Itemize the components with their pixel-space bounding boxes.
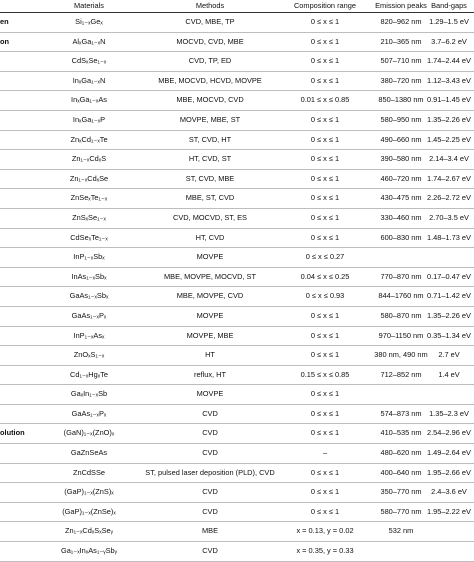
- category-cell: on: [0, 36, 10, 46]
- table-row: [0, 346, 474, 366]
- band-gap-cell: 2.54–2.96 eV: [427, 428, 471, 438]
- band-gap-cell: 0.17–0.47 eV: [427, 271, 471, 281]
- band-gap-cell: 2.26–2.72 eV: [427, 193, 471, 203]
- methods-cell: CVD: [202, 487, 218, 497]
- material-cell: GaAs₁₋ₓPₓ: [71, 310, 107, 320]
- composition-cell: 0 ≤ x ≤ 0.27: [305, 252, 345, 262]
- methods-cell: HT, CVD, ST: [188, 154, 232, 164]
- methods-cell: MBE, MOCVD, HCVD, MOVPE: [158, 75, 262, 85]
- category-cell: olution: [0, 428, 25, 438]
- category-cell: en: [0, 17, 9, 26]
- composition-cell: –: [322, 448, 328, 458]
- header-methods: Methods: [195, 1, 225, 10]
- table-row: [0, 209, 474, 229]
- composition-cell: 0 ≤ x ≤ 1: [310, 310, 340, 320]
- material-cell: Cd₁₋ₓHgₓTe: [70, 369, 108, 379]
- emission-cell: 580–950 nm: [380, 114, 422, 124]
- table-row: [0, 13, 474, 33]
- header-emission-peaks: Emission peaks: [375, 1, 427, 10]
- emission-cell: 460–720 nm: [380, 173, 422, 183]
- composition-cell: 0 ≤ x ≤ 0.93: [305, 291, 345, 301]
- table-row: [0, 170, 474, 190]
- methods-cell: CVD: [202, 408, 218, 418]
- composition-cell: 0.01 ≤ x ≤ 0.85: [300, 95, 350, 105]
- header-materials: Materials: [74, 1, 104, 10]
- table-row: [0, 424, 474, 444]
- emission-cell: 350–770 nm: [380, 487, 422, 497]
- emission-cell: 480–620 nm: [380, 448, 422, 458]
- composition-cell: 0 ≤ x ≤ 1: [310, 330, 340, 340]
- methods-cell: MBE: [201, 526, 218, 536]
- table-row: [0, 91, 474, 111]
- band-gap-cell: 1.48–1.73 eV: [427, 232, 471, 242]
- table-row: [0, 542, 474, 562]
- material-cell: (GaP)₁₋ₓ(ZnSe)ₓ: [62, 506, 116, 516]
- table-row: [0, 229, 474, 249]
- emission-cell: 844–1760 nm: [378, 291, 424, 301]
- header-composition-range: Composition range: [293, 1, 357, 10]
- methods-cell: CVD, MOCVD, ST, ES: [173, 212, 247, 222]
- band-gap-cell: 0.71–1.42 eV: [427, 291, 471, 301]
- composition-cell: 0 ≤ x ≤ 1: [310, 17, 340, 26]
- emission-cell: 410–535 nm: [380, 428, 422, 438]
- band-gap-cell: 1.35–2.3 eV: [429, 408, 469, 418]
- methods-cell: CVD: [202, 448, 218, 458]
- composition-cell: 0 ≤ x ≤ 1: [310, 36, 340, 46]
- material-cell: GaZnSeAs: [70, 448, 108, 458]
- band-gap-cell: 1.74–2.67 eV: [427, 173, 471, 183]
- methods-cell: MOVPE, MBE, ST: [179, 114, 241, 124]
- table-row: [0, 111, 474, 131]
- composition-cell: 0 ≤ x ≤ 1: [310, 154, 340, 164]
- emission-cell: 430–475 nm: [380, 193, 422, 203]
- band-gap-cell: 1.95–2.66 eV: [427, 467, 471, 477]
- material-cell: ZnSeₓTe₁₋ₓ: [70, 193, 108, 203]
- material-cell: InₓGa₁₋ₓP: [72, 114, 106, 124]
- header-band-gaps: Band-gaps: [431, 1, 467, 10]
- table-row: [0, 405, 474, 425]
- methods-cell: CVD, TP, ED: [188, 56, 232, 66]
- band-gap-cell: 0.35–1.34 eV: [427, 330, 471, 340]
- table-row: [0, 366, 474, 386]
- emission-cell: 970–1150 nm: [378, 330, 424, 340]
- table-row: [0, 150, 474, 170]
- methods-cell: MBE, ST, CVD: [185, 193, 235, 203]
- material-cell: ZnSₓSe₁₋ₓ: [72, 212, 106, 222]
- material-cell: (GaP)₁₋ₓ(ZnS)ₓ: [64, 487, 114, 497]
- emission-cell: 580–870 nm: [380, 310, 422, 320]
- composition-cell: 0 ≤ x ≤ 1: [310, 75, 340, 85]
- material-cell: InAs₁₋ₓSbₓ: [71, 271, 107, 281]
- table-row: [0, 464, 474, 484]
- composition-cell: 0.15 ≤ x ≤ 0.85: [300, 369, 350, 379]
- table-row: [0, 52, 474, 72]
- band-gap-cell: 1.29–1.5 eV: [429, 17, 469, 26]
- methods-cell: ST, pulsed laser deposition (PLD), CVD: [145, 467, 275, 477]
- material-cell: AlₓGa₁₋ₓN: [72, 36, 106, 46]
- composition-cell: 0 ≤ x ≤ 1: [310, 134, 340, 144]
- table-row: [0, 33, 474, 53]
- material-cell: (GaN)₁₋ₓ(ZnO)ₓ: [63, 428, 115, 438]
- composition-cell: 0 ≤ x ≤ 1: [310, 232, 340, 242]
- material-cell: ZnOₓS₁₋ₓ: [73, 350, 105, 360]
- methods-cell: HT: [205, 350, 215, 360]
- table-row: [0, 307, 474, 327]
- composition-cell: 0.04 ≤ x ≤ 0.25: [300, 271, 350, 281]
- material-cell: GaAs₁₋ₓSbₓ: [69, 291, 109, 301]
- emission-cell: 770–870 nm: [380, 271, 422, 281]
- band-gap-cell: 1.95–2.22 eV: [427, 506, 471, 516]
- band-gap-cell: 1.4 eV: [438, 369, 460, 379]
- table-row: [0, 268, 474, 288]
- band-gap-cell: 1.45–2.25 eV: [427, 134, 471, 144]
- composition-cell: x = 0.13, y = 0.02: [296, 526, 354, 536]
- band-gap-cell: 1.12–3.43 eV: [427, 75, 471, 85]
- methods-cell: CVD: [202, 506, 218, 516]
- emission-cell: 380 nm, 490 nm: [374, 350, 428, 360]
- methods-cell: ST, CVD, MBE: [185, 173, 235, 183]
- methods-cell: CVD: [202, 546, 218, 556]
- emission-cell: 600–830 nm: [380, 232, 422, 242]
- material-cell: CdSeₓTe₁₋ₓ: [70, 232, 108, 242]
- band-gap-cell: 2.4–3.6 eV: [431, 487, 467, 497]
- material-cell: InP₁₋ₓAsₓ: [73, 330, 105, 340]
- methods-cell: reflux, HT: [193, 369, 227, 379]
- methods-cell: MOVPE: [196, 389, 224, 399]
- table-header-row: [0, 0, 474, 13]
- table-row: [0, 72, 474, 92]
- methods-cell: MBE, MOVPE, MOCVD, ST: [164, 271, 256, 281]
- composition-cell: 0 ≤ x ≤ 1: [310, 428, 340, 438]
- material-cell: ZnₓCd₁₋ₓTe: [70, 134, 108, 144]
- band-gap-cell: 2.14–3.4 eV: [429, 154, 469, 164]
- emission-cell: 330–460 nm: [380, 212, 422, 222]
- methods-cell: MOVPE: [196, 252, 224, 262]
- methods-cell: MOVPE, MBE: [186, 330, 234, 340]
- emission-cell: 574–873 nm: [380, 408, 422, 418]
- composition-cell: 0 ≤ x ≤ 1: [310, 114, 340, 124]
- methods-cell: ST, CVD, HT: [188, 134, 232, 144]
- material-cell: ZnCdSSe: [72, 467, 106, 477]
- material-cell: InₓGa₁₋ₓN: [72, 75, 106, 85]
- composition-cell: 0 ≤ x ≤ 1: [310, 193, 340, 203]
- band-gap-cell: 1.35–2.26 eV: [427, 310, 471, 320]
- methods-cell: CVD: [202, 428, 218, 438]
- emission-cell: 390–580 nm: [380, 154, 422, 164]
- table-row: [0, 248, 474, 268]
- methods-cell: MBE, MOVPE, CVD: [176, 291, 244, 301]
- emission-cell: 400–640 nm: [380, 467, 422, 477]
- material-cell: InP₁₋ₓSbₓ: [73, 252, 105, 262]
- material-cell: GaₓIn₁₋ₓSb: [70, 389, 108, 399]
- emission-cell: 820–962 nm: [380, 17, 422, 26]
- band-gap-cell: 1.35–2.26 eV: [427, 114, 471, 124]
- emission-cell: 850–1380 nm: [378, 95, 424, 105]
- material-cell: Si₁₋ₓGeₓ: [75, 17, 103, 26]
- table-row: [0, 483, 474, 503]
- emission-cell: 580–770 nm: [380, 506, 422, 516]
- emission-cell: 712–852 nm: [380, 369, 422, 379]
- methods-cell: HT, CVD: [195, 232, 225, 242]
- table-row: [0, 444, 474, 464]
- methods-cell: CVD, MBE, TP: [185, 17, 235, 26]
- emission-cell: 532 nm: [388, 526, 414, 536]
- table-row: [0, 503, 474, 523]
- composition-cell: 0 ≤ x ≤ 1: [310, 487, 340, 497]
- table-row: [0, 189, 474, 209]
- table-row: [0, 385, 474, 405]
- emission-cell: 380–720 nm: [380, 75, 422, 85]
- methods-cell: MOCVD, CVD, MBE: [176, 36, 244, 46]
- material-cell: InₓGa₁₋ₓAs: [71, 95, 107, 105]
- band-gap-cell: 1.74–2.44 eV: [427, 56, 471, 66]
- composition-cell: 0 ≤ x ≤ 1: [310, 389, 340, 399]
- material-cell: Zn₁₋ₓCdₓS: [71, 154, 107, 164]
- material-cell: Ga₁₋ₓInₓAs₁₋ᵧSbᵧ: [60, 546, 118, 556]
- table-row: [0, 131, 474, 151]
- composition-cell: 0 ≤ x ≤ 1: [310, 56, 340, 66]
- composition-cell: 0 ≤ x ≤ 1: [310, 173, 340, 183]
- band-gap-cell: 3.7–6.2 eV: [431, 36, 467, 46]
- table-row: [0, 327, 474, 347]
- material-cell: CdSₓSe₁₋ₓ: [71, 56, 107, 66]
- material-cell: GaAs₁₋ₓPₓ: [71, 408, 107, 418]
- emission-cell: 507–710 nm: [380, 56, 422, 66]
- band-gap-cell: 1.49–2.64 eV: [427, 448, 471, 458]
- table-row: [0, 522, 474, 542]
- composition-cell: 0 ≤ x ≤ 1: [310, 408, 340, 418]
- band-gap-cell: 2.70–3.5 eV: [429, 212, 469, 222]
- composition-cell: 0 ≤ x ≤ 1: [310, 212, 340, 222]
- composition-cell: 0 ≤ x ≤ 1: [310, 506, 340, 516]
- composition-cell: 0 ≤ x ≤ 1: [310, 350, 340, 360]
- table-row: [0, 287, 474, 307]
- band-gap-cell: 2.7 eV: [438, 350, 460, 360]
- composition-cell: x = 0.35, y = 0.33: [296, 546, 354, 556]
- material-cell: Zn₁₋ₓCdₓSe: [69, 173, 109, 183]
- material-cell: Zn₁₋ₓCdₓSₓSeᵧ: [64, 526, 114, 536]
- methods-cell: MBE, MOCVD, CVD: [176, 95, 244, 105]
- methods-cell: MOVPE: [196, 310, 224, 320]
- band-gap-cell: 0.91–1.45 eV: [427, 95, 471, 105]
- emission-cell: 490–660 nm: [380, 134, 422, 144]
- composition-cell: 0 ≤ x ≤ 1: [310, 467, 340, 477]
- emission-cell: 210–365 nm: [380, 36, 422, 46]
